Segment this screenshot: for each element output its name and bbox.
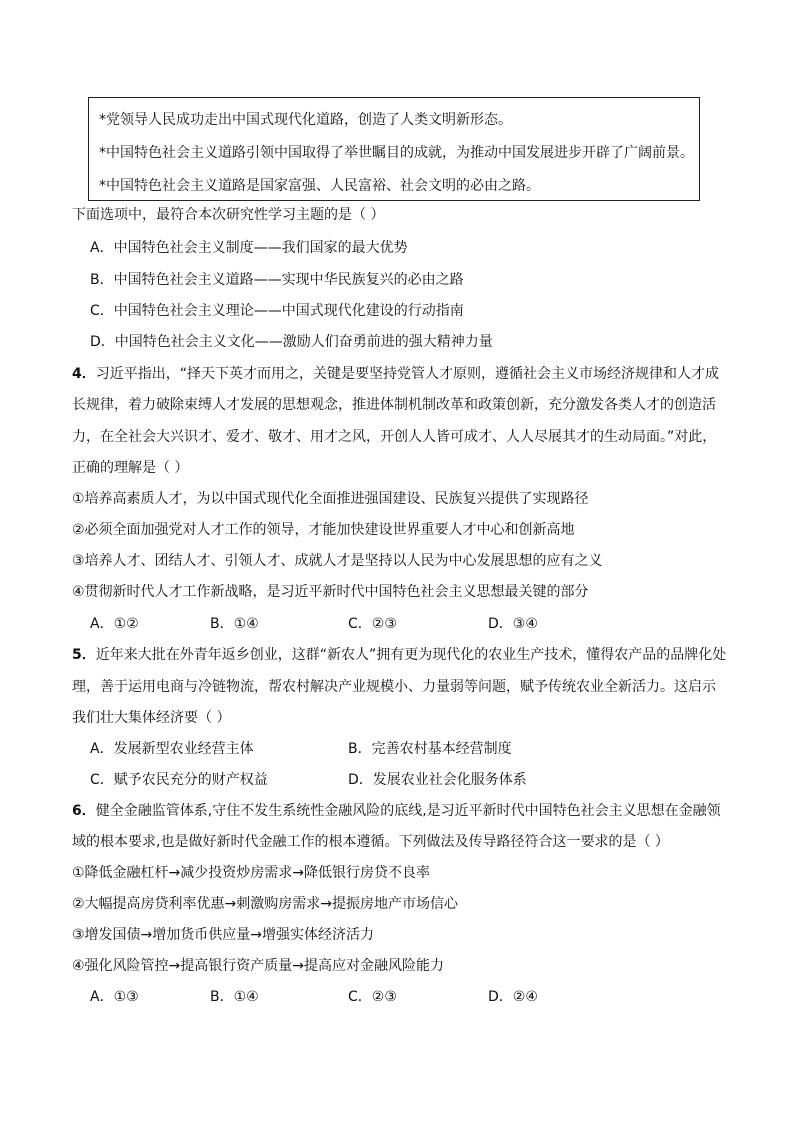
q5-stem-line: 5．近年来大批在外青年返乡创业，这群“新农人”拥有更为现代化的农业生产技术，懂得农产品的品牌化处	[72, 647, 727, 663]
quote-box	[88, 97, 700, 201]
quote-line: *中国特色社会主义道路引领中国取得了举世瞩目的成就，为推动中国发展进步开辟了广阔前景。	[99, 145, 694, 161]
q3-option-c[interactable]: C．中国特色社会主义理论——中国式现代化建设的行动指南	[90, 303, 464, 319]
q6-option-b[interactable]: B．①④	[210, 989, 259, 1005]
q4-option-b[interactable]: B．①④	[210, 616, 259, 632]
q4-stem-line: 力，在全社会大兴识才、爱才、敬才、用才之风，开创人人皆可成才、人人尽展其才的生动局面。”对此，	[72, 429, 717, 445]
q6-stem-line: 域的根本要求,也是做好新时代金融工作的根本遵循。下列做法及传导路径符合这一要求的是（ ）	[72, 834, 669, 850]
q4-stem-line: 长规律，着力破除束缚人才发展的思想观念，推进体制机制改革和政策创新，充分激发各类人才的创造活	[72, 397, 716, 413]
quote-line: *中国特色社会主义道路是国家富强、人民富裕、社会文明的必由之路。	[99, 178, 540, 194]
q4-number: 4．	[72, 366, 96, 382]
q5-stem-line: 理，善于运用电商与冷链物流，帮农村解决产业规模小、力量弱等问题，赋予传统农业全新活力。这启示	[72, 679, 716, 695]
q4-stem-line: 正确的理解是（ ）	[72, 460, 189, 476]
q6-item: ①降低金融杠杆→减少投资炒房需求→降低银行房贷不良率	[72, 865, 431, 881]
q5-option-c[interactable]: C．赋予农民充分的财产权益	[90, 772, 268, 788]
q6-number: 6．	[72, 803, 96, 819]
q4-option-a[interactable]: A．①②	[90, 616, 139, 632]
q5-option-a[interactable]: A．发展新型农业经营主体	[90, 741, 254, 757]
q4-item: ①培养高素质人才，为以中国式现代化全面推进强国建设、民族复兴提供了实现路径	[72, 491, 589, 507]
q6-item: ④强化风险管控→提高银行资产质量→提高应对金融风险能力	[72, 958, 445, 974]
q6-item: ③增发国债→增加货币供应量→增强实体经济活力	[72, 927, 375, 943]
quote-line: *党领导人民成功走出中国式现代化道路，创造了人类文明新形态。	[99, 112, 512, 128]
q4-stem-line: 4．习近平指出，“择天下英才而用之，关键是要坚持党管人才原则，遵循社会主义市场经济规律和人才成	[72, 366, 720, 382]
q3-option-b[interactable]: B．中国特色社会主义道路——实现中华民族复兴的必由之路	[90, 272, 464, 288]
q6-item: ②大幅提高房贷利率优惠→刺激购房需求→提振房地产市场信心	[72, 896, 459, 912]
q5-option-d[interactable]: D．发展农业社会化服务体系	[348, 772, 527, 788]
q6-option-d[interactable]: D．②④	[488, 989, 538, 1005]
q3-option-a[interactable]: A．中国特色社会主义制度——我们国家的最大优势	[90, 240, 408, 256]
q6-option-a[interactable]: A．①③	[90, 989, 139, 1005]
q3-stem: 下面选项中，最符合本次研究性学习主题的是（ ）	[72, 207, 385, 223]
q4-item: ③培养人才、团结人才、引领人才、成就人才是坚持以人民为中心发展思想的应有之义	[72, 553, 603, 569]
q5-option-b[interactable]: B．完善农村基本经营制度	[348, 741, 512, 757]
q4-option-c[interactable]: C．②③	[348, 616, 397, 632]
q6-stem-line: 6．健全金融监管体系,守住不发生系统性金融风险的底线,是习近平新时代中国特色社会主义思想在金融领	[72, 803, 721, 819]
q6-option-c[interactable]: C．②③	[348, 989, 397, 1005]
q4-option-d[interactable]: D．③④	[488, 616, 538, 632]
q5-number: 5．	[72, 647, 96, 663]
q3-option-d[interactable]: D．中国特色社会主义文化——激励人们奋勇前进的强大精神力量	[90, 334, 493, 350]
q4-item: ②必须全面加强党对人才工作的领导，才能加快建设世界重要人才中心和创新高地	[72, 522, 575, 538]
q5-stem-line: 我们壮大集体经济要（ ）	[72, 710, 231, 726]
q4-item: ④贯彻新时代人才工作新战略，是习近平新时代中国特色社会主义思想最关键的部分	[72, 584, 589, 600]
